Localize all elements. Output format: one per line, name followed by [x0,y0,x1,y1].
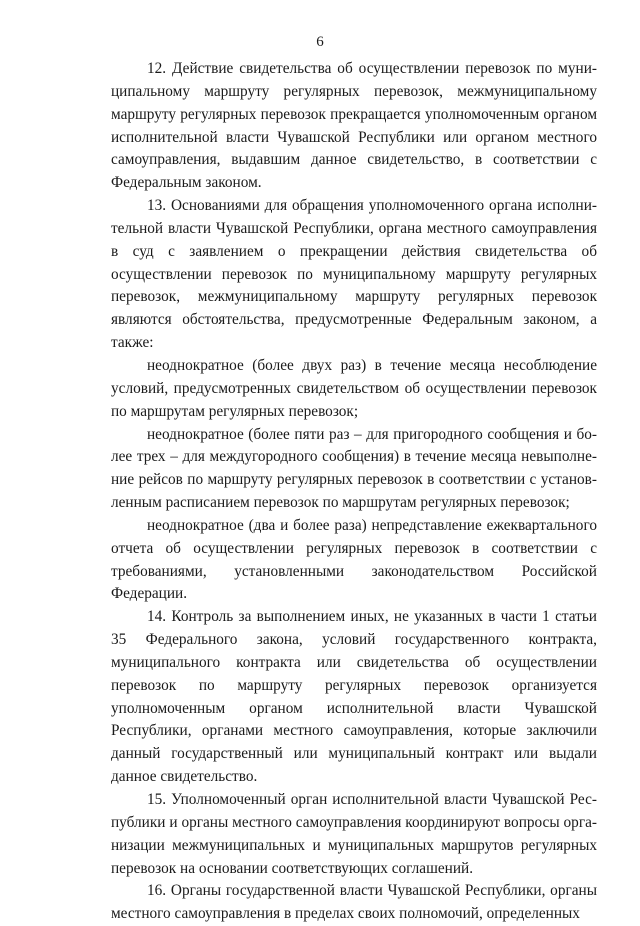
paragraph-16: 16. Органы государственной власти Чувашской Республики, органы местного самоуправления в пределах своих полномочий, определенных [111,882,597,923]
paragraph-12: 12. Действие свидетельства об осуществлении перевозок по муниципальному маршруту регулярных перевозок, межмуниципальному маршруту регулярных перевозок прекращается уполномоченным органом исполнительной власти Чувашской Республики или органом местного самоуправления, выдавшим данное свидетельство, в соответствии с Федеральным законом. [111,60,597,192]
paragraph-13-item-2: неоднократное (более пяти раз – для пригородного сообщения и более трех – для междугородного сообщения) в течение месяца невыполнение рейсов по маршруту регулярных перевозок в соответствии с установленным расписанием перевозок по маршрутам регулярных перевозок; [111,425,597,512]
paragraph-15: 15. Уполномоченный орган исполнительной власти Чувашской Республики и органы местного самоуправления координируют вопросы организации межмуниципальных и муниципальных маршрутов регулярных перевозок на основании соответствующих соглашений. [111,791,597,877]
paragraph-13-item-1: неоднократное (более двух раз) в течение месяца несоблюдение условий, предусмотренных свидетельством об осуществлении перевозок по маршрутам регулярных перевозок; [111,356,597,420]
page-number: 6 [316,34,324,50]
paragraph-14: 14. Контроль за выполнением иных, не указанных в части 1 статьи 35 Федерального закона, условий государственного контракта, муниципального контракта или свидетельства об осуществлении перевозок по маршруту регулярных перевозок организуется уполномоченным органом исполнительной власти Чувашской Республики, органами местного самоуправления, которые заключили данный государственный или муниципальный контракт или выдали данное свидетельство. [111,608,597,786]
document-body [111,58,597,926]
paragraph-13-item-3: неоднократное (два и более раза) непредставление ежеквартального отчета об осуществлении регулярных перевозок в соответствии с требованиями, установленными законодательством Российской Федерации. [111,516,597,603]
paragraph-13: 13. Основаниями для обращения уполномоченного органа исполнительной власти Чувашской Республики, органа местного самоуправления в суд с заявлением о прекращении действия свидетельства об осуществлении перевозок по муниципальному маршруту регулярных перевозок, межмуниципальному маршруту регулярных перевозок являются обстоятельства, предусмотренные Федеральным законом, а также: [111,197,597,352]
